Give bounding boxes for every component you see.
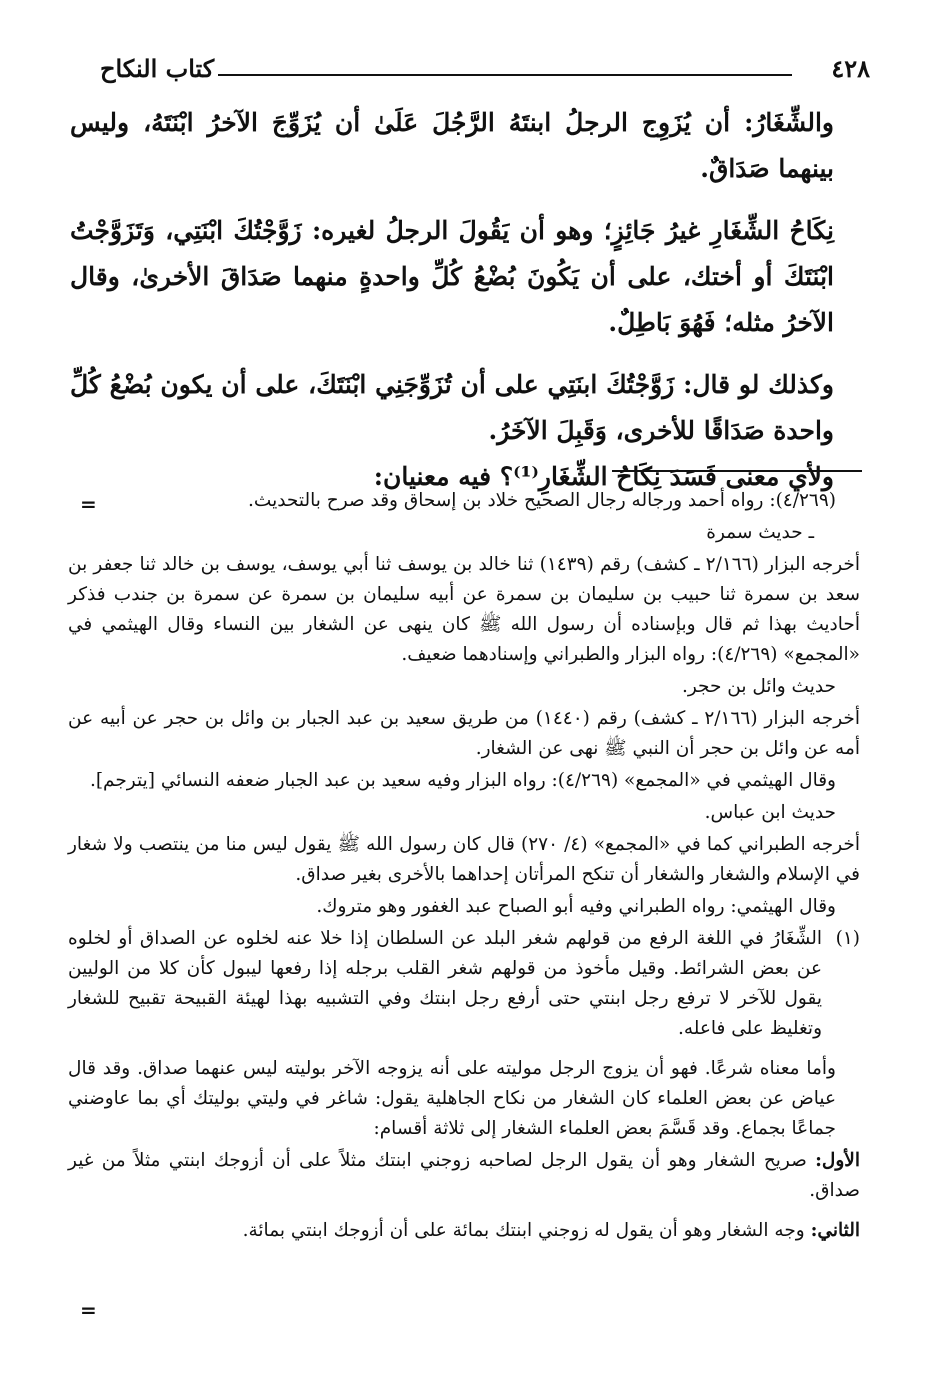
main-paragraph: والشِّغَارُ: أن يُزَوِج الرجلُ ابنتَهُ الرَّجُلَ عَلَىٰ أن يُزَوِّجَ الآخرُ ابْنَتَهُ، وليس بينهما صَدَاقٌ.: [70, 108, 834, 183]
main-paragraph: نِكَاحُ الشِّغَارِ غيرُ جَائِزٍ؛ وهو أن يَقُولَ الرجلُ لغيره: زَوَّجْتُكَ ابْنَتِي، وَتَزَوَّجْتُ ابْنَتَكَ أو أختك، على أن يَكُونَ بُضْعُ كُلِّ واحدةٍ منهما صَدَاقَ الأخرىٰ، وقال الآخرُ مثله؛ فَهُوَ بَاطِلٌ.: [70, 216, 834, 337]
footnotes: [68, 486, 860, 1248]
footnote-1-second-type: [68, 1216, 860, 1246]
footnote-1-paragraph: وأما معناه شرعًا. فهو أن يزوج الرجل موليته على أنه يزوجه الآخر بوليته ليس عنهما صداق. وقد قال عياض عن بعض العلماء كان الشغار من نكاح الجاهلية يقول: شاغر في وليتي بوليتك أي بما عاوضني جماعًا بجماع. وقد قَسَّمَ بعض العلماء الشغار إلى ثلاثة أقسام:: [68, 1058, 836, 1139]
footnote-line: أخرجه البزار (٢/١٦٦ ـ كشف) رقم (١٤٣٩) ثنا خالد بن يوسف ثنا أبي يوسف، يوسف بن خالد ثنا جعفر بن سعد بن سمرة ثنا حبيب بن سليمان بن سمرة عن أبيه سليمان بن سمرة عن سمرة بن جندب فذكر أحاديث بهذا ثم قال وبإسناده أن رسول الله ﷺ كان ينهى عن الشغار بين النساء وقال الهيثمي في «المجمع» (٤/٢٦٩): رواه البزار والطبراني وإسنادهما ضعيف.: [68, 554, 861, 665]
page-header: [100, 54, 870, 94]
footnote-line: وقال الهيثمي: رواه الطبراني وفيه أبو الصباح عبد الغفور وهو متروك.: [316, 896, 836, 917]
footnote-line: ـ حديث سمرة: [706, 522, 814, 543]
footnote-separator: [612, 470, 862, 472]
main-paragraph: وكذلك لو قال: زَوَّجْتُكَ ابنَتِي على أن تُزَوِّجَنِي ابْنَتَكَ، على أن يكون بُضْعُ كُلِّ واحدة صَدَاقًا للأخرى، وَقَبِلَ الآخَرُ.: [70, 370, 834, 445]
footnote-line: حديث ابن عباس.: [704, 802, 836, 823]
footnote-1-text: الشِّغَارُ في اللغة الرفع من قولهم شغر البلد عن السلطان إذا خلا عنه لخلوه عن الصداق أو لخلوه عن بعض الشرائط. وقيل مأخوذ من قولهم شغر القلب برجله إذا رفعها ليبول كأن كلا من الوليين يقول للآخر لا ترفع رجل ابنتي حتى أرفع رجل ابنتك وفي التشبيه بهذا لهيئة القبيحة تقبيح للشغار وتغليظ على فاعله.: [68, 928, 822, 1039]
main-paragraph: ولأي معنى فَسَدَ نِكَاحُ الشِّغَارِ⁽¹⁾؟ فيه معنيان:: [373, 462, 834, 491]
first-type-label: الأول:: [815, 1150, 860, 1171]
page-number: ٤٢٨: [831, 54, 870, 83]
first-type-text: صريح الشغار وهو أن يقول الرجل لصاحبه زوجني ابنتك مثلاً على أن أزوجك ابنتي مثلاً من غير صداق.: [68, 1150, 860, 1201]
footnote-line: (٤/٢٦٩): رواه أحمد ورجاله رجال الصحيح خلاد بن إسحاق وقد صرح بالتحديث.: [248, 490, 836, 511]
second-type-label: الثاني:: [810, 1220, 860, 1241]
main-text: [70, 100, 860, 516]
footnote-line: وقال الهيثمي في «المجمع» (٤/٢٦٩): رواه البزار وفيه سعيد بن عبد الجبار ضعفه النسائي [يترجم].: [89, 770, 836, 791]
book-title: كتاب النكاح: [100, 54, 215, 83]
footnote-1-first-type: [68, 1146, 860, 1206]
second-type-text: وجه الشغار وهو أن يقول له زوجني ابنتك بمائة على أن أزوجك ابنتي بمائة.: [242, 1220, 805, 1241]
footnote-1: [68, 924, 860, 1044]
footnote-line: أخرجه الطبراني كما في «المجمع» (٤/ ٢٧٠) قال كان رسول الله ﷺ يقول ليس منا من ينتصب ولا شغار في الإسلام والشغار والشغار أن تنكح المرأتان إحداهما بالأخرى بغير صداق.: [68, 834, 860, 885]
continuation-mark: =: [80, 1298, 97, 1322]
continuation-mark: =: [80, 492, 97, 516]
header-rule: [218, 74, 792, 76]
footnote-line: حديث وائل بن حجر.: [681, 676, 836, 697]
footnote-line: أخرجه البزار (٢/١٦٦ ـ كشف) رقم (١٤٤٠) من طريق سعيد بن عبد الجبار بن وائل بن حجر عن أبيه عن أمه عن وائل بن حجر أن النبي ﷺ نهى عن الشغار.: [68, 708, 860, 759]
footnote-marker: (١): [835, 928, 860, 949]
